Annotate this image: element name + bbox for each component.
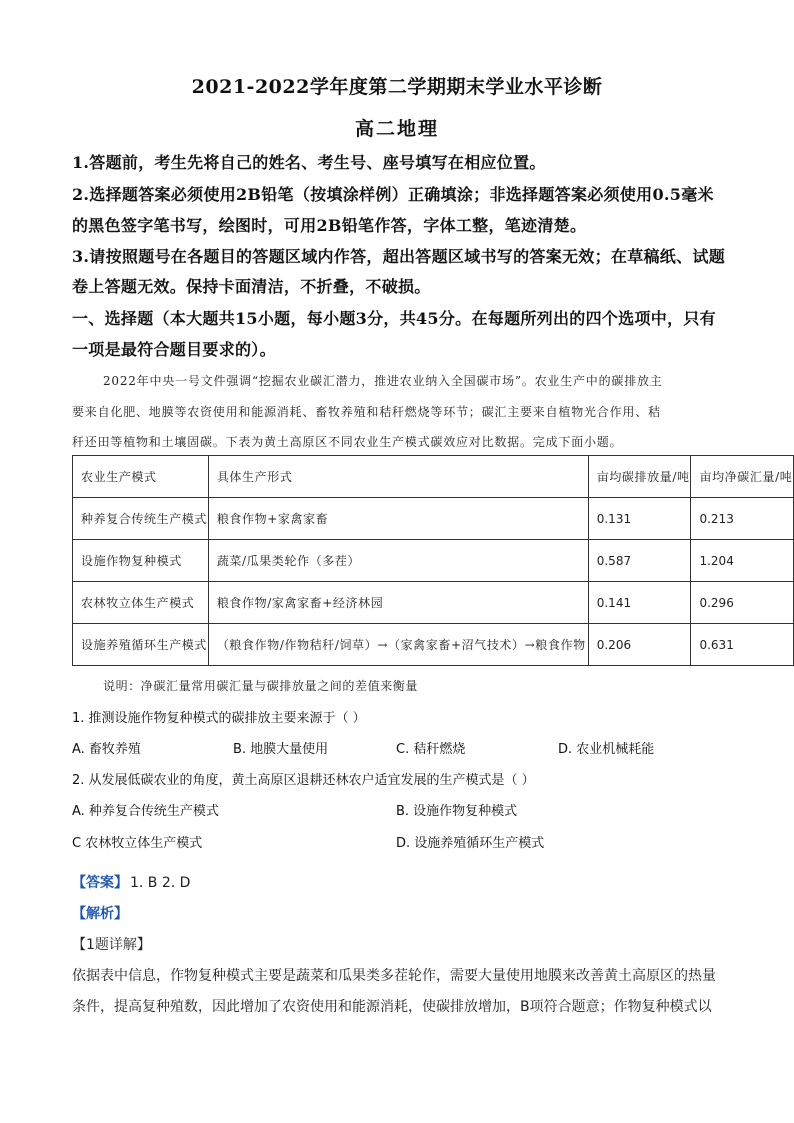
table-row (73, 540, 794, 582)
table-note: 说明：净碳汇量常用碳汇量与碳排放量之间的差值来衡量 (103, 679, 419, 693)
section-heading: 一项是最符合题目要求的）。 (72, 340, 276, 359)
table-cell: 1.204 (691, 540, 794, 582)
question-2-option-d: D. 设施养殖循环生产模式 (396, 836, 545, 851)
table-cell: 0.131 (588, 498, 691, 540)
question-1-option-d: D. 农业机械耗能 (558, 742, 655, 757)
table-cell: 农林牧立体生产模式 (73, 582, 209, 624)
exam-title: 2021-2022学年度第二学期期末学业水平诊断 (191, 76, 603, 98)
table-cell: 0.206 (588, 624, 691, 666)
explanation-line: 依据表中信息，作物复种模式主要是蔬菜和瓜果类多茬轮作，需要大量使用地膜来改善黄土高原区的热量 (72, 968, 716, 984)
question-1-stem: 1. 推测设施作物复种模式的碳排放主要来源于（ ） (72, 711, 366, 726)
table-cell: 0.141 (588, 582, 691, 624)
table-cell: 0.587 (588, 540, 691, 582)
question-2-option-c: C 农林牧立体生产模式 (72, 836, 203, 851)
instruction-line: 的黑色签字笔书写，绘图时，可用2B铅笔作答，字体工整，笔迹清楚。 (72, 216, 587, 235)
table-header-row (73, 456, 794, 498)
analysis-tag: 【解析】 (72, 906, 128, 922)
table-cell: 0.213 (691, 498, 794, 540)
table-cell: 粮食作物/家禽家畜+经济林园 (208, 582, 588, 624)
table-cell: 粮食作物+家禽家畜 (208, 498, 588, 540)
answer-line (72, 872, 190, 892)
instruction-line: 2.选择题答案必须使用2B铅笔（按填涂样例）正确填涂；非选择题答案必须使用0.5毫米 (72, 185, 714, 204)
instruction-line: 3.请按照题号在各题目的答题区域内作答，超出答题区域书写的答案无效；在草稿纸、试题 (72, 247, 726, 266)
table-row (73, 498, 794, 540)
table-cell: 0.296 (691, 582, 794, 624)
question-2-option-a: A. 种养复合传统生产模式 (72, 804, 219, 819)
table-cell: （粮食作物/作物秸秆/饲草）→（家禽家畜+沼气技术）→粮食作物 (208, 624, 588, 666)
question-2-option-b: B. 设施作物复种模式 (396, 804, 518, 819)
intro-paragraph-line: 2022年中央一号文件强调“挖掘农业碳汇潜力，推进农业纳入全国碳市场”。农业生产中的碳排放主 (103, 374, 663, 388)
table-cell: 蔬菜/瓜果类轮作（多茬） (208, 540, 588, 582)
explanation-line: 条件，提高复种殖数，因此增加了农资使用和能源消耗，使碳排放增加，B项符合题意；作物复种模式以 (72, 999, 712, 1015)
intro-paragraph-line: 秆还田等植物和土壤固碳。下表为黄土高原区不同农业生产模式碳效应对比数据。完成下面小题。 (72, 435, 623, 449)
table-cell: 种养复合传统生产模式 (73, 498, 209, 540)
question-2-stem: 2. 从发展低碳农业的角度，黄土高原区退耕还林农户适宜发展的生产模式是（ ） (72, 773, 535, 788)
exam-subject: 高二地理 (354, 118, 439, 140)
question-1-option-a: A. 畜牧养殖 (72, 742, 141, 757)
table-header-cell: 农业生产模式 (73, 456, 209, 498)
table-cell: 0.631 (691, 624, 794, 666)
intro-paragraph-line: 要来自化肥、地膜等农资使用和能源消耗、畜牧养殖和秸秆燃烧等环节；碳汇主要来自植物光合作用、秸 (72, 405, 661, 419)
answer-tag: 【答案】 (72, 875, 128, 891)
instruction-line: 卷上答题无效。保持卡面清洁，不折叠，不破损。 (72, 277, 431, 296)
table-header-cell: 具体生产形式 (208, 456, 588, 498)
detail-tag: 【1题详解】 (72, 937, 151, 953)
question-1-option-c: C. 秸秆燃烧 (396, 742, 466, 757)
carbon-effect-table (72, 455, 794, 666)
table-row (73, 582, 794, 624)
table-header-cell: 亩均净碳汇量/吨 (691, 456, 794, 498)
table-header-cell: 亩均碳排放量/吨 (588, 456, 691, 498)
answer-value: 1. B 2. D (130, 875, 191, 891)
table-cell: 设施养殖循环生产模式 (73, 624, 209, 666)
table-row (73, 624, 794, 666)
instruction-line: 1.答题前，考生先将自己的姓名、考生号、座号填写在相应位置。 (72, 153, 546, 172)
question-1-option-b: B. 地膜大量使用 (233, 742, 329, 757)
section-heading: 一、选择题（本大题共15小题，每小题3分，共45分。在每题所列出的四个选项中，只有 (72, 309, 716, 328)
table-cell: 设施作物复种模式 (73, 540, 209, 582)
